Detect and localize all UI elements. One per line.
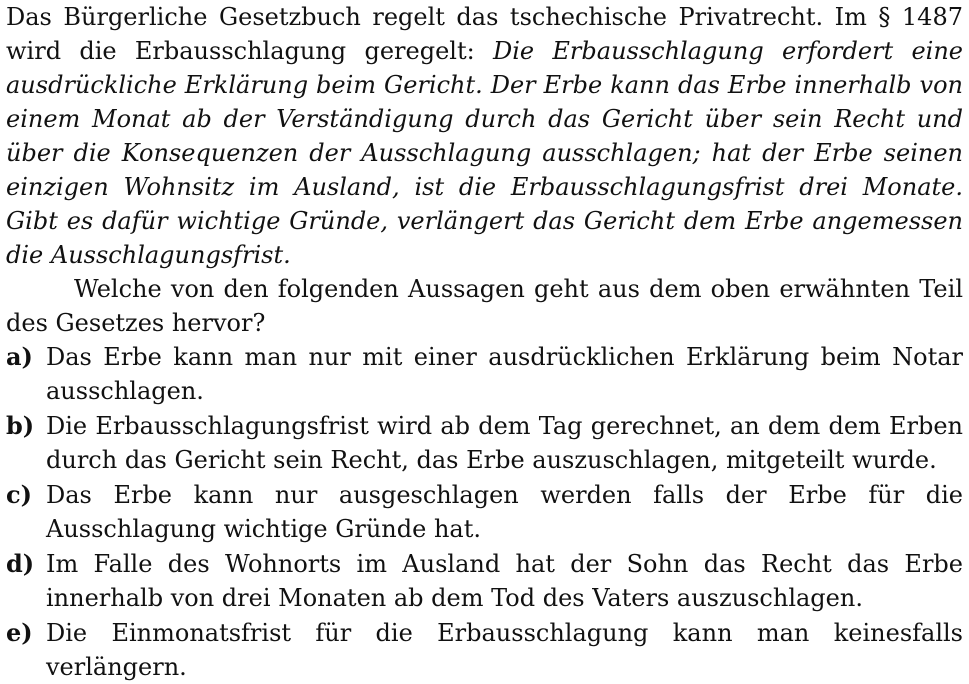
option-letter: a) — [6, 342, 33, 371]
option-text: Das Erbe kann man nur mit einer ausdrücklichen Erklärung beim Notar ausschlagen. — [46, 343, 963, 405]
option-letter: e) — [6, 618, 33, 647]
option-c[interactable] — [6, 478, 963, 546]
answer-options — [6, 340, 963, 684]
option-text: Die Einmonatsfrist für die Erbausschlagung kann man keinesfalls verlängern. — [46, 619, 963, 681]
option-a[interactable] — [6, 340, 963, 408]
option-d[interactable] — [6, 547, 963, 615]
option-text: Das Erbe kann nur ausgeschlagen werden falls der Erbe für die Ausschlagung wichtige Gründe hat. — [46, 481, 963, 543]
option-letter: d) — [6, 549, 35, 578]
question-text: Welche von den folgenden Aussagen geht aus dem oben erwähnten Teil des Gesetzes hervor? — [6, 275, 963, 337]
intro-paragraph — [6, 0, 963, 272]
option-e[interactable] — [6, 616, 963, 684]
option-letter: b) — [6, 411, 35, 440]
option-b[interactable] — [6, 409, 963, 477]
law-quote: Die Erbausschlagung erfordert eine ausdrückliche Erklärung beim Gericht. Der Erbe kann das Erbe innerhalb von einem Monat ab der Verständigung durch das Gericht über sein Recht und über die Konsequenzen der Ausschlagung ausschlagen; hat der Erbe seinen einzigen Wohnsitz im Ausland, ist die Erbausschlagungsfrist drei Monate. Gibt es dafür wichtige Gründe, verlängert das Gericht dem Erbe angemessen die Ausschlagungsfrist. — [6, 37, 963, 269]
option-text: Die Erbausschlagungsfrist wird ab dem Tag gerechnet, an dem dem Erben durch das Gericht sein Recht, das Erbe auszuschlagen, mitgeteilt wurde. — [46, 412, 963, 474]
option-letter: c) — [6, 480, 32, 509]
intro-text: Das Bürgerliche Gesetzbuch regelt das tschechische Privatrecht. Im § 1487 wird die Erbausschlagung geregelt: — [6, 3, 963, 65]
option-text: Im Falle des Wohnorts im Ausland hat der Sohn das Recht das Erbe innerhalb von drei Monaten ab dem Tod des Vaters auszuschlagen. — [46, 550, 963, 612]
